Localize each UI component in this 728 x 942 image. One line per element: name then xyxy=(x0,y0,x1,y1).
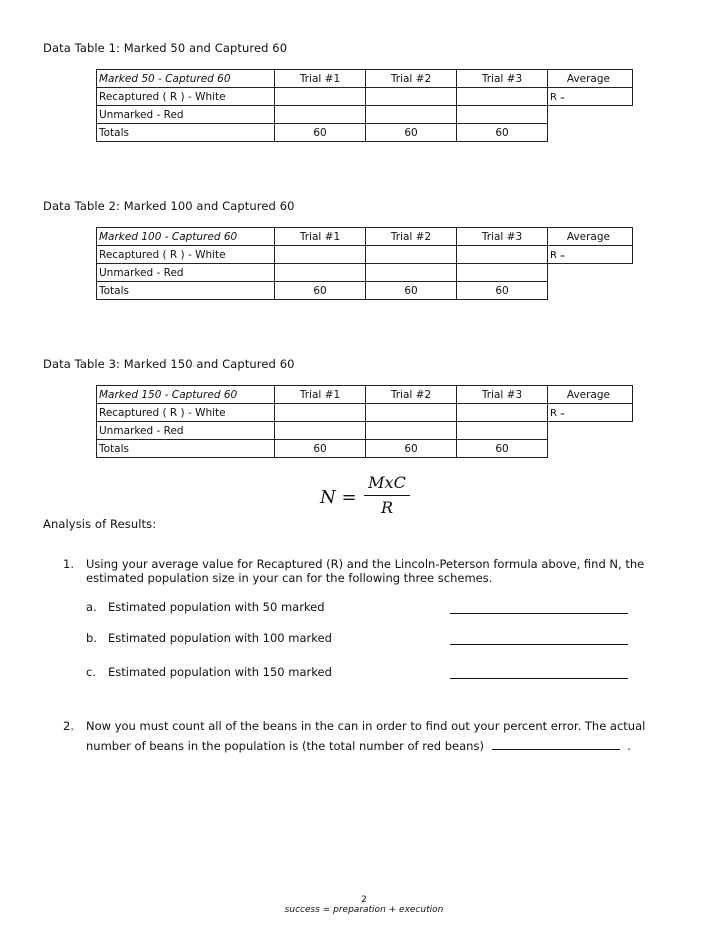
header-trial-2: Trial #2 xyxy=(366,70,457,88)
answer-line-a[interactable] xyxy=(450,602,628,614)
header-trial-1: Trial #1 xyxy=(275,70,366,88)
r-symbol: R xyxy=(550,407,557,419)
header-scheme: Marked 50 - Captured 60 xyxy=(97,70,275,88)
cell-average[interactable] xyxy=(548,88,633,106)
part-c-letter: c. xyxy=(86,665,96,679)
row-label-unmarked: Unmarked - Red xyxy=(97,264,275,282)
table-row xyxy=(97,440,633,458)
question-2-line-2-end: . xyxy=(627,739,631,753)
header-trial-1: Trial #1 xyxy=(275,386,366,404)
header-trial-2: Trial #2 xyxy=(366,386,457,404)
header-scheme: Marked 150 - Captured 60 xyxy=(97,386,275,404)
row-label-recaptured: Recaptured ( R ) - White xyxy=(97,88,275,106)
cell-trial-1[interactable] xyxy=(275,264,366,282)
part-a-text: Estimated population with 50 marked xyxy=(108,600,325,614)
empty-cell xyxy=(548,282,633,300)
cell-trial-2[interactable] xyxy=(366,404,457,422)
r-symbol: R xyxy=(550,249,557,261)
empty-cell xyxy=(548,106,633,124)
cell-trial-3[interactable] xyxy=(457,88,548,106)
empty-cell xyxy=(548,264,633,282)
total-trial-1: 60 xyxy=(275,282,366,300)
table-1-heading: Data Table 1: Marked 50 and Captured 60 xyxy=(43,41,288,55)
total-trial-1: 60 xyxy=(275,440,366,458)
cell-average[interactable] xyxy=(548,404,633,422)
total-trial-2: 60 xyxy=(366,440,457,458)
page-number: 2 xyxy=(361,895,367,905)
row-label-recaptured: Recaptured ( R ) - White xyxy=(97,404,275,422)
cell-trial-1[interactable] xyxy=(275,88,366,106)
row-label-recaptured: Recaptured ( R ) - White xyxy=(97,246,275,264)
part-c-text: Estimated population with 150 marked xyxy=(108,665,332,679)
header-average: Average xyxy=(548,70,633,88)
question-2-number: 2. xyxy=(63,719,74,733)
cell-trial-1[interactable] xyxy=(275,246,366,264)
answer-line-total-beans[interactable] xyxy=(492,738,620,750)
table-3-heading: Data Table 3: Marked 150 and Captured 60 xyxy=(43,357,295,371)
total-trial-2: 60 xyxy=(366,124,457,142)
table-row xyxy=(97,422,633,440)
header-trial-1: Trial #1 xyxy=(275,228,366,246)
table-row xyxy=(97,88,633,106)
fraction-bar xyxy=(364,495,410,496)
header-average: Average xyxy=(548,386,633,404)
part-b-text: Estimated population with 100 marked xyxy=(108,631,332,645)
cell-average[interactable] xyxy=(548,246,633,264)
row-label-unmarked: Unmarked - Red xyxy=(97,106,275,124)
cell-trial-2[interactable] xyxy=(366,246,457,264)
table-header-row xyxy=(97,386,633,404)
header-average: Average xyxy=(548,228,633,246)
part-a-letter: a. xyxy=(86,600,97,614)
cell-trial-1[interactable] xyxy=(275,404,366,422)
formula-lhs: N = xyxy=(320,487,357,508)
cell-trial-3[interactable] xyxy=(457,404,548,422)
total-trial-3: 60 xyxy=(457,124,548,142)
question-1-line-1: Using your average value for Recaptured (R) and the Lincoln-Peterson formula above, find N, the xyxy=(86,557,645,571)
empty-cell xyxy=(548,124,633,142)
total-trial-1: 60 xyxy=(275,124,366,142)
empty-cell xyxy=(548,422,633,440)
data-table-3 xyxy=(96,385,633,458)
cell-trial-3[interactable] xyxy=(457,422,548,440)
table-row xyxy=(97,246,633,264)
total-trial-3: 60 xyxy=(457,282,548,300)
header-trial-3: Trial #3 xyxy=(457,228,548,246)
total-trial-2: 60 xyxy=(366,282,457,300)
question-2-line-2 xyxy=(86,738,631,753)
table-row xyxy=(97,264,633,282)
cell-trial-2[interactable] xyxy=(366,106,457,124)
table-row xyxy=(97,282,633,300)
answer-line-b[interactable] xyxy=(450,633,628,645)
table-row xyxy=(97,124,633,142)
row-label-totals: Totals xyxy=(97,440,275,458)
table-2-heading: Data Table 2: Marked 100 and Captured 60 xyxy=(43,199,295,213)
question-2-line-2-text: number of beans in the population is (the total number of red beans) xyxy=(86,739,484,753)
question-2-line-1: Now you must count all of the beans in the can in order to find out your percent error. The actual xyxy=(86,719,646,733)
cell-trial-2[interactable] xyxy=(366,422,457,440)
cell-trial-1[interactable] xyxy=(275,422,366,440)
row-label-totals: Totals xyxy=(97,282,275,300)
table-row xyxy=(97,404,633,422)
cell-trial-1[interactable] xyxy=(275,106,366,124)
r-equals: = xyxy=(559,252,565,260)
question-1-number: 1. xyxy=(63,557,74,571)
header-trial-3: Trial #3 xyxy=(457,70,548,88)
header-trial-3: Trial #3 xyxy=(457,386,548,404)
formula-denominator: R xyxy=(380,498,394,517)
cell-trial-3[interactable] xyxy=(457,264,548,282)
r-symbol: R xyxy=(550,91,557,103)
cell-trial-3[interactable] xyxy=(457,246,548,264)
r-equals: = xyxy=(559,94,565,102)
analysis-heading: Analysis of Results: xyxy=(43,517,157,531)
row-label-totals: Totals xyxy=(97,124,275,142)
part-b-letter: b. xyxy=(86,631,97,645)
table-header-row xyxy=(97,228,633,246)
empty-cell xyxy=(548,440,633,458)
question-1-line-2: estimated population size in your can for the following three schemes. xyxy=(86,571,493,585)
data-table-2 xyxy=(96,227,633,300)
table-header-row xyxy=(97,70,633,88)
cell-trial-2[interactable] xyxy=(366,264,457,282)
header-trial-2: Trial #2 xyxy=(366,228,457,246)
table-row xyxy=(97,106,633,124)
r-equals: = xyxy=(559,410,565,418)
lincoln-peterson-formula xyxy=(320,473,420,519)
data-table-1 xyxy=(96,69,633,142)
row-label-unmarked: Unmarked - Red xyxy=(97,422,275,440)
answer-line-c[interactable] xyxy=(450,667,628,679)
header-scheme: Marked 100 - Captured 60 xyxy=(97,228,275,246)
cell-trial-2[interactable] xyxy=(366,88,457,106)
total-trial-3: 60 xyxy=(457,440,548,458)
formula-numerator: MxC xyxy=(368,473,406,492)
cell-trial-3[interactable] xyxy=(457,106,548,124)
footer-motto: success = preparation + execution xyxy=(284,905,444,915)
